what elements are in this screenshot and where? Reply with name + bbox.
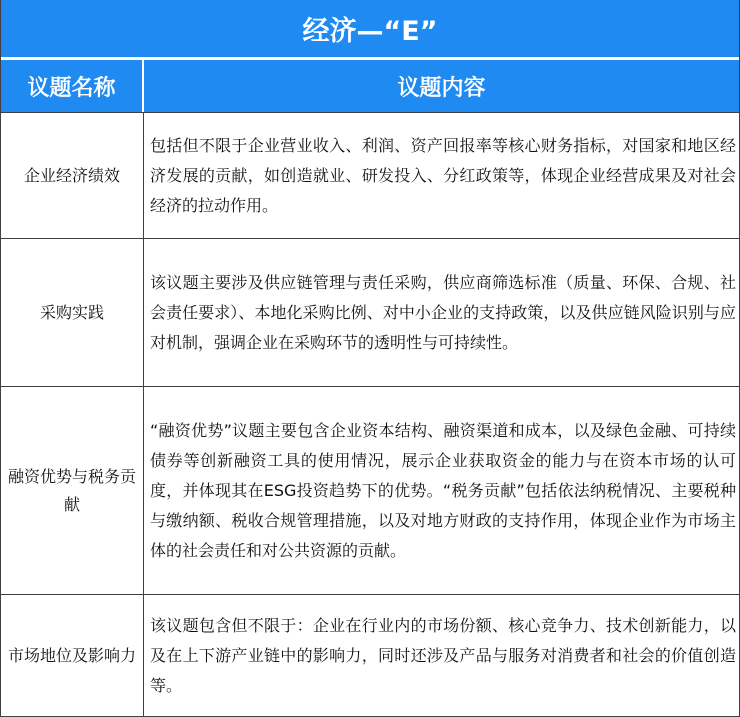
table-header-row (1, 60, 739, 112)
topic-content (144, 387, 739, 594)
topic-name: 市场地位及影响力 (1, 595, 144, 716)
topic-name: 企业经济绩效 (1, 113, 144, 238)
topic-name: 融资优势与税务贡献 (1, 387, 144, 594)
topic-content-text: 该议题主要涉及供应链管理与责任采购，供应商筛选标准（质量、环保、合规、社会责任要求）、本地化采购比例、对中小企业的支持政策，以及供应链风险识别与应对机制，强调企业在采购环节的透明性与可持续性。 (150, 272, 736, 352)
topic-content-text: “融资优势”议题主要包含企业资本结构、融资渠道和成本，以及绿色金融、可持续债券等创新融资工具的使用情况，展示企业获取资金的能力与在资本市场的认可度，并体现其在ESG投资趋势下的优势。“税务贡献”包括依法纳税情况、主要税种与缴纳额、税收合规管理措施，以及对地方财政的支持作用，体现企业作为市场主体的社会责任和对公共资源的贡献。 (150, 420, 736, 560)
topic-content-text: 该议题包含但不限于：企业在行业内的市场份额、核心竞争力、技术创新能力，以及在上下游产业链中的影响力，同时还涉及产品与服务对消费者和社会的价值创造等。 (150, 615, 736, 695)
header-topic-name: 议题名称 (1, 60, 144, 112)
topic-content (144, 595, 739, 716)
topic-name: 采购实践 (1, 239, 144, 386)
table-row (1, 386, 739, 594)
header-topic-content: 议题内容 (397, 75, 486, 101)
table-row (1, 238, 739, 386)
topic-content-text: 包括但不限于企业营业收入、利润、资产回报率等核心财务指标，对国家和地区经济发展的贡献，如创造就业、研发投入、分红政策等，体现企业经营成果及对社会经济的拉动作用。 (150, 135, 736, 215)
table-row (1, 112, 739, 238)
table-row (1, 594, 739, 716)
table-title: 经济—“E” (1, 0, 739, 60)
topic-content (144, 113, 739, 238)
topic-content (144, 239, 739, 386)
